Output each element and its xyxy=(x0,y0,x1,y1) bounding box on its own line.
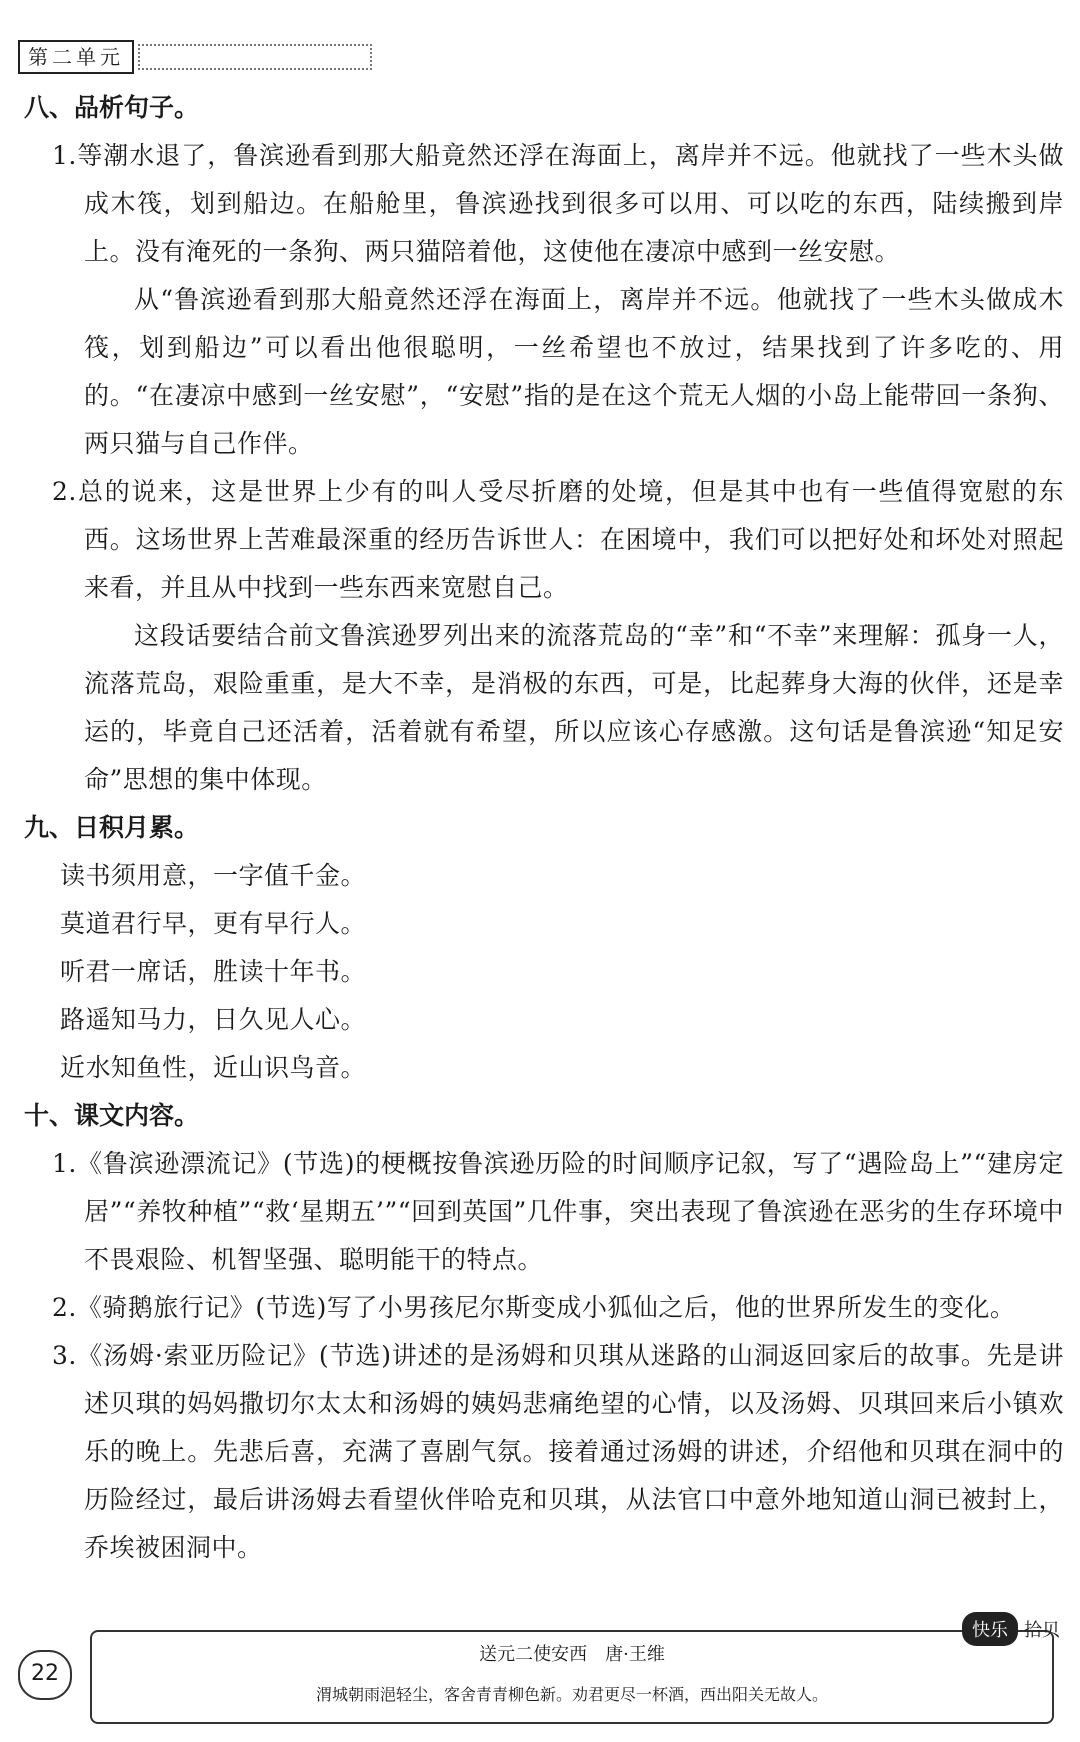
section-8-analysis-1: 从“鲁滨逊看到那大船竟然还浮在海面上，离岸并不远。他就找了一些木头做成木筏，划到船边”可以看出他很聪明，一丝希望也不放过，结果找到了许多吃的、用的。“在凄凉中感到一丝安慰”，“安慰”指的是在这个荒无人烟的小岛上能带回一条狗、两只猫与自己作伴。 xyxy=(84,285,1064,458)
section-title-9: 九、日积月累。 xyxy=(24,813,200,842)
page-number: 22 xyxy=(18,1650,72,1700)
section-10-item-2: 2.《骑鹅旅行记》(节选)写了小男孩尼尔斯变成小狐仙之后，他的世界所发生的变化。 xyxy=(52,1293,1016,1322)
proverb-line: 读书须用意，一字值千金。 xyxy=(60,861,367,890)
section-8-analysis-2: 这段话要结合前文鲁滨逊罗列出来的流落荒岛的“幸”和“不幸”来理解：孤身一人，流落荒岛，艰险重重，是大不幸，是消极的东西，可是，比起葬身大海的伙伴，还是幸运的，毕竟自己还活着，活着就有希望，所以应该心存感激。这句话是鲁滨逊“知足安命”思想的集中体现。 xyxy=(84,621,1064,794)
proverb-line: 莫道君行早，更有早行人。 xyxy=(60,909,367,938)
section-title-10: 十、课文内容。 xyxy=(24,1101,200,1130)
proverb-line: 听君一席话，胜读十年书。 xyxy=(60,957,367,986)
poem-text: 渭城朝雨浥轻尘，客舍青青柳色新。劝君更尽一杯酒，西出阳关无故人。 xyxy=(315,1685,828,1704)
poem-box xyxy=(90,1630,1054,1724)
section-title-8: 八、品析句子。 xyxy=(24,93,200,122)
section-8-item-2: 2.总的说来，这是世界上少有的叫人受尽折磨的处境，但是其中也有一些值得宽慰的东西。这场世界上苦难最深重的经历告诉世人：在困境中，我们可以把好处和坏处对照起来看，并且从中找到一些东西来宽慰自己。 xyxy=(52,477,1064,602)
brand-logo xyxy=(962,1612,1060,1646)
poem-title: 送元二使安西 唐·王维 xyxy=(479,1644,665,1665)
unit-label: 第二单元 xyxy=(18,40,134,74)
brand-badge: 快乐 xyxy=(962,1612,1018,1646)
section-8-item-1: 1.等潮水退了，鲁滨逊看到那大船竟然还浮在海面上，离岸并不远。他就找了一些木头做成木筏，划到船边。在船舱里，鲁滨逊找到很多可以用、可以吃的东西，陆续搬到岸上。没有淹死的一条狗、两只猫陪着他，这使他在凄凉中感到一丝安慰。 xyxy=(52,141,1064,266)
section-10-item-3: 3.《汤姆·索亚历险记》(节选)讲述的是汤姆和贝琪从迷路的山洞返回家后的故事。先是讲述贝琪的妈妈撒切尔太太和汤姆的姨妈悲痛绝望的心情，以及汤姆、贝琪回来后小镇欢乐的晚上。先悲后喜，充满了喜剧气氛。接着通过汤姆的讲述，介绍他和贝琪在洞中的历险经过，最后讲汤姆去看望伙伴哈克和贝琪，从法官口中意外地知道山洞已被封上，乔埃被困洞中。 xyxy=(52,1341,1064,1562)
answer-content xyxy=(24,84,1064,1572)
section-10-item-1: 1.《鲁滨逊漂流记》(节选)的梗概按鲁滨逊历险的时间顺序记叙，写了“遇险岛上”“建房定居”“养牧种植”“救‘星期五’”“回到英国”几件事，突出表现了鲁滨逊在恶劣的生存环境中不畏艰险、机智坚强、聪明能干的特点。 xyxy=(52,1149,1064,1274)
proverb-line: 路遥知马力，日久见人心。 xyxy=(60,1005,367,1034)
brand-word: 拾贝 xyxy=(1024,1620,1060,1641)
page-footer xyxy=(0,1600,1080,1742)
unit-tag xyxy=(18,40,372,74)
decorative-dotted-box xyxy=(138,44,372,70)
proverb-line: 近水知鱼性，近山识鸟音。 xyxy=(60,1053,367,1082)
